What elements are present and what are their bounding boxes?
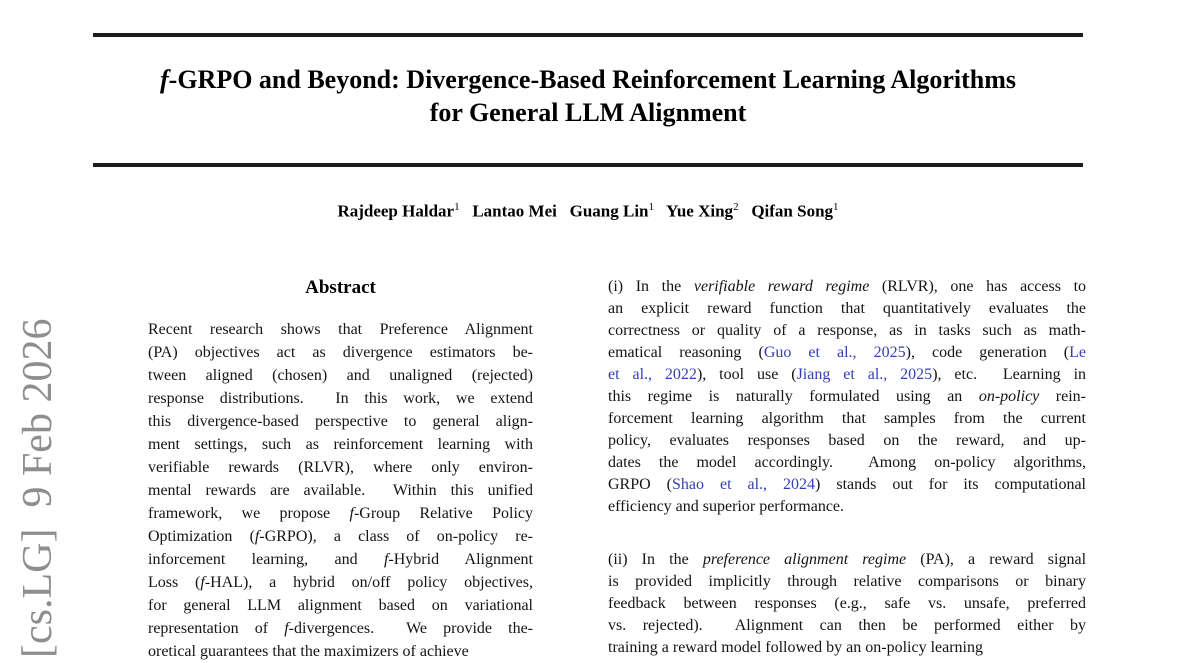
text-line: feedback between responses (e.g., safe vs. unsafe, preferred bbox=[608, 595, 1086, 612]
text-line: forcement learning algorithm that samples from the current bbox=[608, 410, 1086, 427]
text-line: ematical reasoning (Guo et al., 2025), code generation (Le bbox=[608, 344, 1087, 361]
text-line: correctness or quality of a response, as in tasks such as math- bbox=[608, 322, 1086, 339]
text-line: this divergence-based perspective to general align- bbox=[148, 413, 533, 430]
author-list: Rajdeep Haldar$^1$ Lantao Mei Guang Lin$^1$ Yue Xing$^2$ Qifan Song$^1$ bbox=[337, 201, 839, 221]
paper-title bbox=[93, 63, 1083, 129]
citation-link[interactable]: Guo et al., 2025 bbox=[763, 344, 906, 361]
text-line: this regime is naturally formulated using an on-policy rein- bbox=[608, 388, 1087, 405]
abstract-body bbox=[148, 318, 533, 663]
paragraph-verifiable-reward-regime bbox=[608, 276, 1086, 518]
left-column bbox=[148, 276, 534, 660]
text-line: Optimization (f-GRPO), a class of on-policy re- bbox=[148, 528, 533, 545]
title-line-1: f-GRPO and Beyond: Divergence-Based Reinforcement Learning Algorithms bbox=[159, 65, 1016, 94]
text-line: policy, evaluates responses based on the reward, and up- bbox=[608, 432, 1086, 449]
text-line: an explicit reward function that quantitatively evaluates the bbox=[608, 300, 1086, 317]
text-line: for general LLM alignment based on variational bbox=[148, 597, 533, 614]
title-rule-top bbox=[93, 33, 1083, 37]
citation-link[interactable]: Shao et al., 2024 bbox=[672, 476, 816, 493]
text-line: training a reward model followed by an on-policy learning bbox=[608, 639, 983, 656]
text-line: is provided implicitly through relative comparisons or binary bbox=[608, 573, 1086, 590]
title-rule-bottom bbox=[93, 163, 1083, 167]
text-line: GRPO (Shao et al., 2024) stands out for its computational bbox=[608, 476, 1087, 493]
citation-link[interactable]: Jiang et al., 2025 bbox=[796, 366, 933, 383]
text-line: (PA) objectives act as divergence estimators be- bbox=[148, 344, 533, 361]
citation-link[interactable]: et al., 2022 bbox=[608, 366, 697, 383]
abstract-heading: Abstract bbox=[305, 277, 376, 298]
text-line: vs. rejected). Alignment can then be performed either by bbox=[608, 617, 1086, 634]
text-line: framework, we propose f-Group Relative Policy bbox=[148, 505, 534, 522]
text-line: verifiable rewards (RLVR), where only environ- bbox=[148, 459, 533, 476]
title-line-2: for General LLM Alignment bbox=[429, 98, 747, 127]
text-line: inforcement learning, and f-Hybrid Alignment bbox=[148, 551, 533, 568]
text-line: oretical guarantees that the maximizers of achieve bbox=[148, 643, 469, 660]
text-line: tween aligned (chosen) and unaligned (rejected) bbox=[148, 367, 533, 384]
text-line: mental rewards are available. Within this unified bbox=[148, 482, 533, 499]
text-line: representation of f-divergences. We provide the- bbox=[148, 620, 534, 637]
text-line: ment settings, such as reinforcement learning with bbox=[148, 436, 533, 453]
text-line: response distributions. In this work, we extend bbox=[148, 390, 533, 407]
text-line: Loss (f-HAL), a hybrid on/off policy objectives, bbox=[148, 574, 533, 591]
text-line: et al., 2022), tool use (Jiang et al., 2025), etc. Learning in bbox=[608, 366, 1087, 383]
text-line: Recent research shows that Preference Alignment bbox=[148, 321, 533, 338]
text-line: dates the model accordingly. Among on-policy algorithms, bbox=[608, 454, 1086, 471]
citation-link[interactable]: Le bbox=[1069, 344, 1087, 361]
text-line: (i) In the verifiable reward regime (RLVR), one has access to bbox=[608, 278, 1087, 295]
right-column bbox=[608, 276, 1087, 656]
arxiv-watermark: [cs.LG] 9 Feb 2026 bbox=[15, 318, 61, 658]
paragraph-preference-alignment-regime bbox=[608, 549, 1086, 659]
text-line: efficiency and superior performance. bbox=[608, 498, 845, 515]
text-line: (ii) In the preference alignment regime (PA), a reward signal bbox=[608, 551, 1087, 568]
